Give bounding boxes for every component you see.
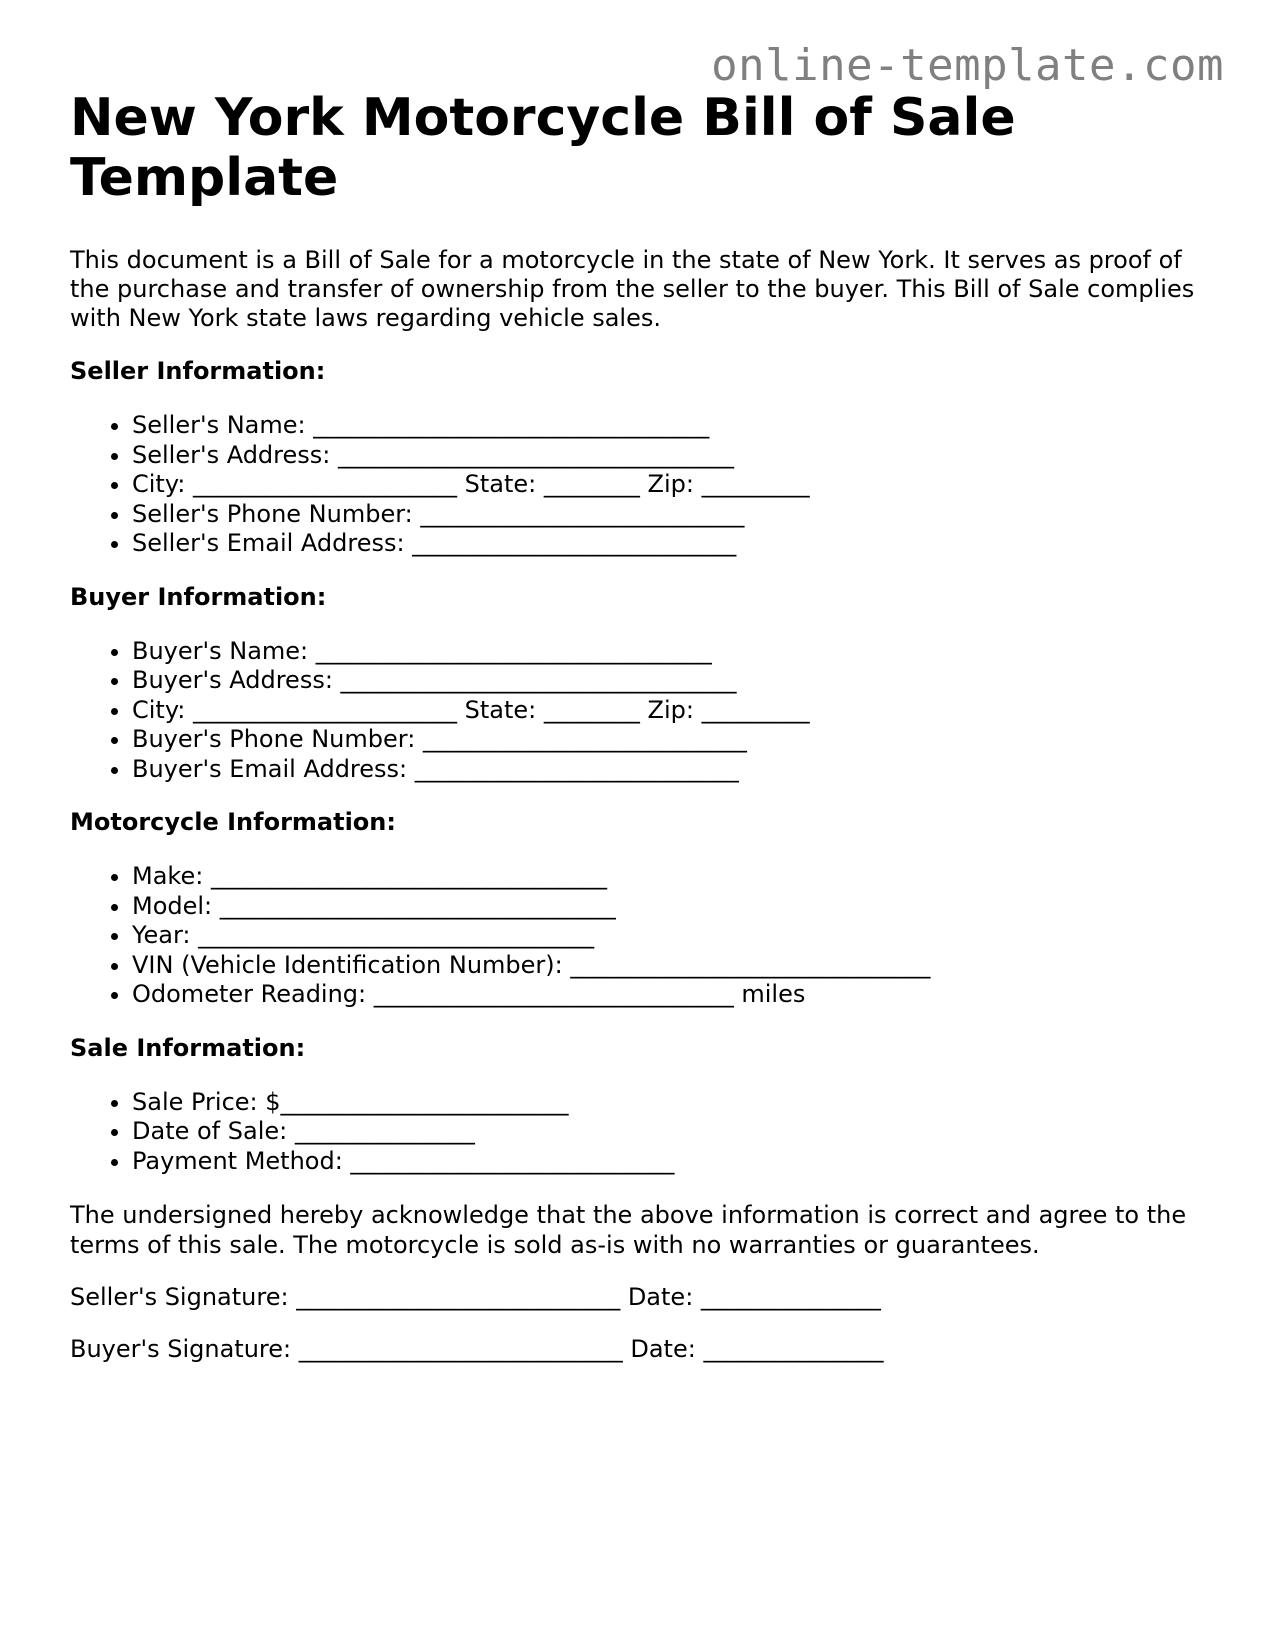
motorcycle-make-field[interactable]: • Make: _________________________________ xyxy=(132,862,1210,892)
motorcycle-vin-field[interactable]: • VIN (Vehicle Identification Number): ______________________________ xyxy=(132,951,1210,981)
seller-city-state-zip-field[interactable]: • City: ______________________ State: ________ Zip: _________ xyxy=(132,470,1210,500)
page-title: New York Motorcycle Bill of Sale Template xyxy=(70,88,1016,208)
sale-section-heading: Sale Information: xyxy=(70,1033,306,1062)
payment-method-field[interactable]: • Payment Method: ___________________________ xyxy=(132,1147,1210,1177)
sale-date-field[interactable]: • Date of Sale: _______________ xyxy=(132,1117,1210,1147)
watermark: online-template.com xyxy=(711,40,1224,91)
seller-phone-field[interactable]: • Seller's Phone Number: ___________________________ xyxy=(132,500,1210,530)
seller-address-field[interactable]: • Seller's Address: _________________________________ xyxy=(132,441,1210,471)
seller-fields-list xyxy=(70,411,1210,559)
buyer-fields-list xyxy=(70,637,1210,785)
buyer-address-field[interactable]: • Buyer's Address: _________________________________ xyxy=(132,666,1210,696)
motorcycle-odometer-field[interactable]: • Odometer Reading: ______________________________ miles xyxy=(132,980,1210,1010)
seller-section-heading: Seller Information: xyxy=(70,357,326,385)
buyer-phone-field[interactable]: • Buyer's Phone Number: ___________________________ xyxy=(132,725,1210,755)
seller-signature-line[interactable]: Seller's Signature: ___________________________ Date: _______________ xyxy=(70,1283,881,1311)
sale-fields-list xyxy=(70,1088,1210,1177)
buyer-email-field[interactable]: • Buyer's Email Address: ___________________________ xyxy=(132,755,1210,785)
buyer-section-heading: Buyer Information: xyxy=(70,582,327,611)
seller-email-field[interactable]: • Seller's Email Address: ___________________________ xyxy=(132,529,1210,559)
buyer-signature-line[interactable]: Buyer's Signature: ___________________________ Date: _______________ xyxy=(70,1335,884,1363)
motorcycle-year-field[interactable]: • Year: _________________________________ xyxy=(132,921,1210,951)
sale-price-field[interactable]: • Sale Price: $________________________ xyxy=(132,1088,1210,1118)
buyer-city-state-zip-field[interactable]: • City: ______________________ State: ________ Zip: _________ xyxy=(132,696,1210,726)
motorcycle-section-heading: Motorcycle Information: xyxy=(70,808,396,836)
intro-paragraph: This document is a Bill of Sale for a motorcycle in the state of New York. It serves as proof of the purchase and transfer of ownership from the seller to the buyer. This Bill of Sale complies with New York state laws regarding vehicle sales. xyxy=(70,246,1195,332)
buyer-name-field[interactable]: • Buyer's Name: _________________________________ xyxy=(132,637,1210,667)
motorcycle-model-field[interactable]: • Model: _________________________________ xyxy=(132,892,1210,922)
document-body xyxy=(70,88,1210,1364)
motorcycle-fields-list xyxy=(70,862,1210,1010)
acknowledgment-paragraph: The undersigned hereby acknowledge that the above information is correct and agree to the terms of this sale. The motorcycle is sold as-is with no warranties or guarantees. xyxy=(70,1201,1187,1259)
seller-name-field[interactable]: • Seller's Name: _________________________________ xyxy=(132,411,1210,441)
